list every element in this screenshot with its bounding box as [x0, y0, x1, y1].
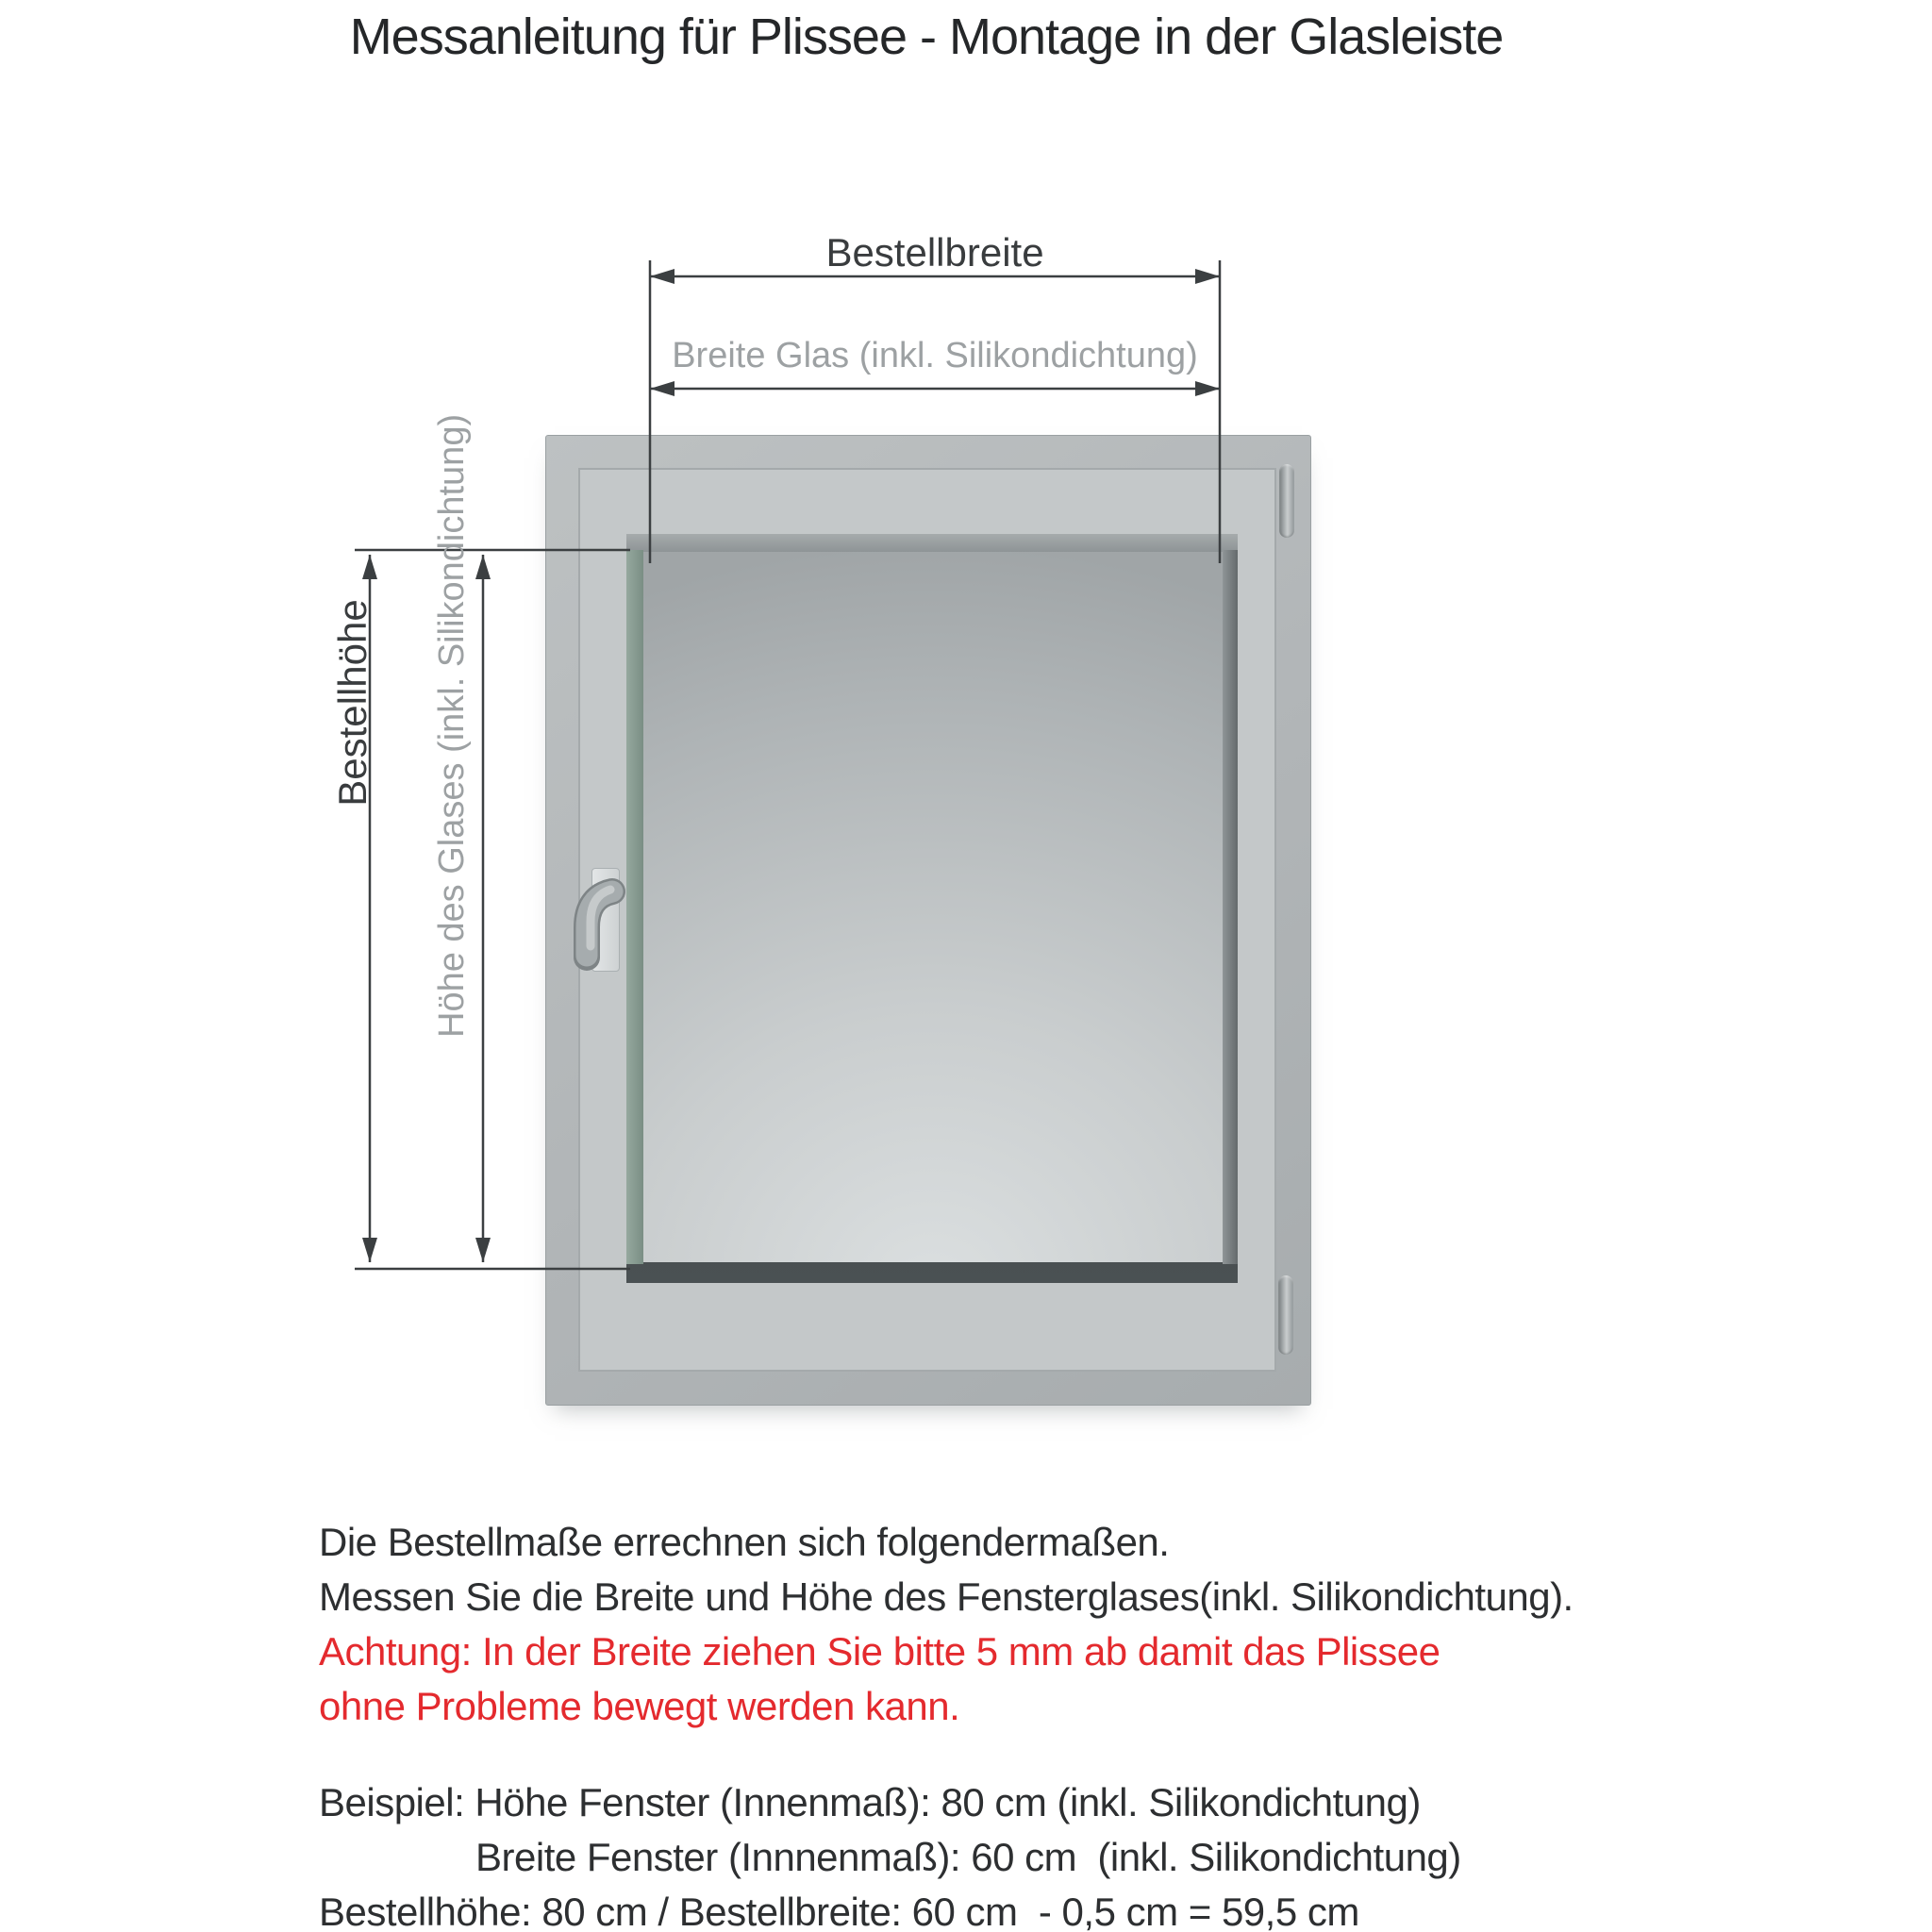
example-width-line: Breite Fenster (Innnenmaß): 60 cm (inkl. Silikondichtung)	[475, 1835, 1461, 1879]
order-height-label: Bestellhöhe	[330, 599, 375, 807]
hinge-top-icon	[1279, 464, 1294, 538]
instruction-line: Die Bestellmaße errechnen sich folgendermaßen.	[319, 1520, 1170, 1564]
order-width-label: Bestellbreite	[825, 230, 1044, 275]
warning-line: ohne Probleme bewegt werden kann.	[319, 1684, 960, 1728]
page-title: Messanleitung für Plissee - Montage in der Glasleiste	[349, 8, 1504, 65]
instructions-block	[319, 1515, 1574, 1734]
example-result-line: Bestellhöhe: 80 cm / Bestellbreite: 60 cm - 0,5 cm = 59,5 cm	[319, 1890, 1359, 1932]
glass-height-label: Höhe des Glases (inkl. Silikondichtung)	[432, 413, 472, 1038]
instruction-line: Messen Sie die Breite und Höhe des Fensterglases(inkl. Silikondichtung).	[319, 1574, 1574, 1619]
example-block	[319, 1775, 1461, 1932]
glass-width-label: Breite Glas (inkl. Silikondichtung)	[672, 336, 1198, 375]
example-height-line: Beispiel: Höhe Fenster (Innenmaß): 80 cm (inkl. Silikondichtung)	[319, 1780, 1421, 1824]
glass-bead	[626, 534, 1238, 1283]
glass-bead-right	[1223, 550, 1238, 1264]
window-handle-icon	[557, 854, 651, 995]
window-glass	[643, 552, 1223, 1262]
glass-bead-top	[626, 534, 1238, 552]
hinge-bottom-icon	[1278, 1275, 1293, 1355]
warning-line: Achtung: In der Breite ziehen Sie bitte 5 mm ab damit das Plissee	[319, 1629, 1441, 1674]
